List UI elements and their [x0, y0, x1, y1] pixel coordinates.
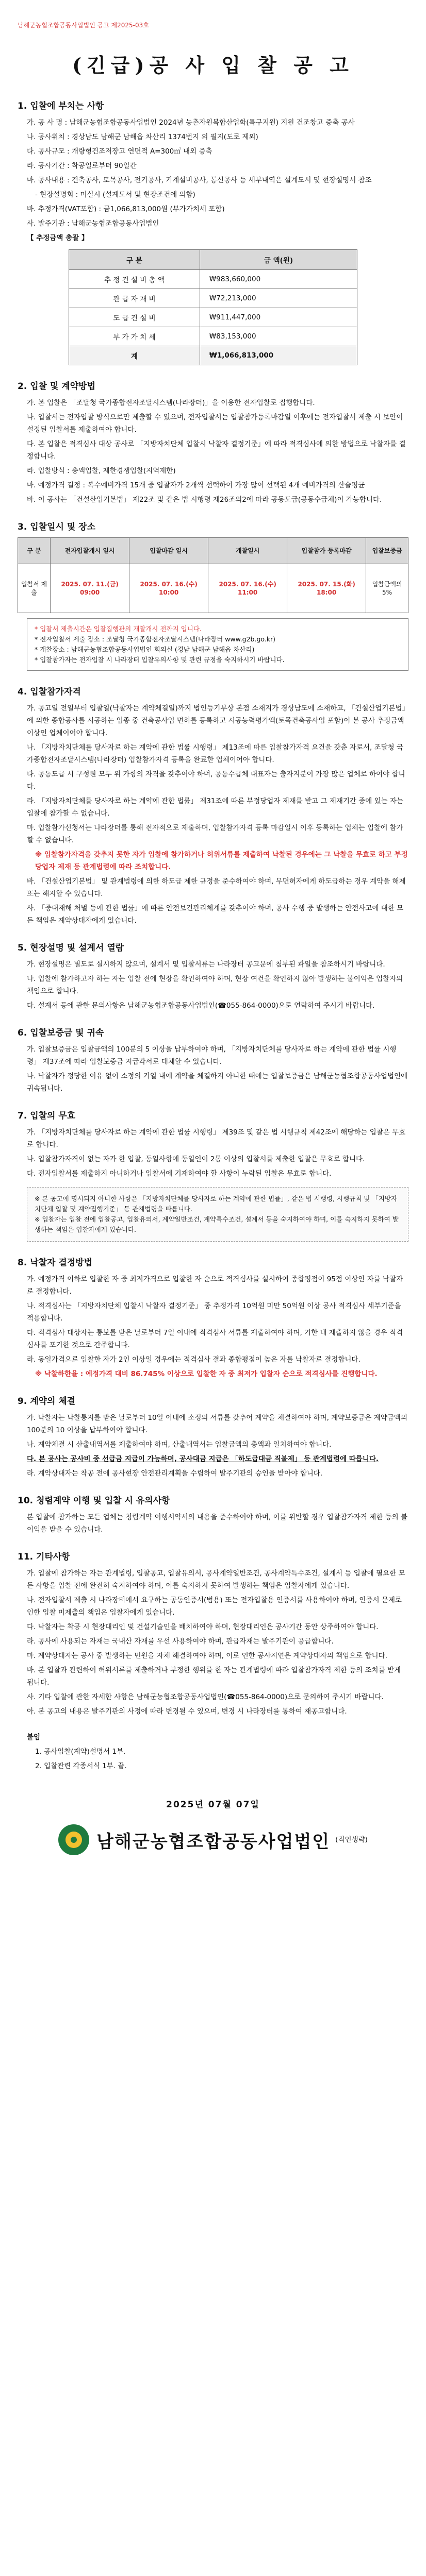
section-8 [18, 1255, 408, 1380]
table-cell: ₩83,153,000 [200, 327, 357, 346]
text-line: 나. 「지방자치단체를 당사자로 하는 계약에 관한 법률 시행령」 제13조에 따른 입찰참가자격 요건을 갖춘 자로서, 조달청 국가종합전자조달시스템(나라장터) 입찰참가자격 등록을 완료한 업체이어야 합니다. [27, 743, 404, 764]
attachments [18, 1731, 408, 1772]
text-line: 마. 입찰참가신청서는 나라장터를 통해 전자적으로 제출하며, 입찰참가자격 등록 마감일시 이후 등록하는 업체는 입찰에 참가할 수 없습니다. [27, 824, 403, 844]
section-heading: 2. 입찰 및 계약방법 [18, 381, 95, 392]
table-cell: ₩72,213,000 [200, 289, 357, 308]
text-line: 다. 전자입찰서를 제출하지 아니하거나 입찰서에 기재하여야 할 사항이 누락된 입찰은 무효로 합니다. [27, 1170, 332, 1178]
notice-box [27, 1187, 408, 1242]
issuer-footer [18, 1824, 408, 1855]
attachment-item: 2. 입찰관련 각종서식 1부. 끝. [35, 1762, 127, 1770]
text-line: 가. 본 입찰은 「조달청 국가종합전자조달시스템(나라장터)」을 이용한 전자입찰로 집행합니다. [27, 399, 315, 407]
section-6 [18, 1025, 408, 1095]
text-line: 다. 본 입찰은 적격심사 대상 공사로 「지방자치단체 입찰시 낙찰자 결정기준」에 따라 적격심사에 의한 방법으로 낙찰자를 결정합니다. [27, 440, 406, 461]
text-line: 나. 낙찰자가 정당한 이유 없이 소정의 기일 내에 계약을 체결하지 아니한 때에는 입찰보증금은 남해군농협조합공동사업법인에 귀속됩니다. [27, 1072, 408, 1093]
table-header: 구 분 [18, 538, 51, 564]
highlight-line: ※ 낙찰하한율 : 예정가격 대비 86.745% 이상으로 입찰한 자 중 최저가 입찰자 순으로 적격심사를 진행합니다. [35, 1370, 378, 1378]
table-row [69, 289, 357, 308]
section-heading: 5. 현장설명 및 설계서 열람 [18, 943, 124, 953]
text-line: 라. 「지방자치단체를 당사자로 하는 계약에 관한 법률」 제31조에 따른 부정당업자 제재를 받고 그 제재기간 중에 있는 자는 입찰에 참가할 수 없습니다. [27, 797, 404, 818]
section-heading: 9. 계약의 체결 [18, 1396, 76, 1406]
org-logo-icon [58, 1824, 89, 1855]
text-line: 나. 계약체결 시 산출내역서를 제출하여야 하며, 산출내역서는 입찰금액의 총액과 일치하여야 합니다. [27, 1440, 332, 1449]
text-line: 가. 입찰에 참가하는 자는 관계법령, 입찰공고, 입찰유의서, 공사계약일반조건, 공사계약특수조건, 설계서 등 입찰에 필요한 모든 사항을 입찰 전에 완전히 숙지하여야 하며, 이를 숙지하지 못하여 발생하는 책임은 입찰자에게 있습니다. [27, 1569, 405, 1590]
section-heading: 3. 입찰일시 및 장소 [18, 522, 95, 532]
schedule-notes [27, 618, 408, 671]
text-line: 본 입찰에 참가하는 모든 업체는 청렴계약 이행서약서의 내용을 준수하여야 하며, 이를 위반할 경우 입찰참가자격 제한 등의 불이익을 받을 수 있습니다. [27, 1513, 408, 1534]
notice-date: 2025년 07월 07일 [166, 1800, 260, 1810]
text-line: 나. 적격심사는 「지방자치단체 입찰시 낙찰자 결정기준」 중 추정가격 10억원 미만 50억원 이상 공사 적격심사 세부기준을 적용합니다. [27, 1302, 401, 1323]
text-line: 나. 입찰에 참가하고자 하는 자는 입찰 전에 현장을 확인하여야 하며, 현장 여건을 확인하지 않아 발생하는 불이익은 입찰자의 책임으로 합니다. [27, 975, 403, 995]
table-cell: ₩911,447,000 [200, 308, 357, 327]
table-header: 개찰일시 [208, 538, 287, 564]
text-line: 다. 공동도급 시 구성원 모두 위 가항의 자격을 갖추어야 하며, 공동수급체 대표자는 출자지분이 가장 많은 업체로 하여야 합니다. [27, 770, 405, 791]
table-header: 금 액(원) [200, 250, 357, 270]
text-line: 다. 공사규모 : 개량형건조저장고 연면적 A=300㎡ 내외 증축 [27, 147, 212, 156]
table-header: 입찰마감 일시 [129, 538, 208, 564]
table-cell: ₩983,660,000 [200, 270, 357, 289]
notice-number: 남해군농협조합공동사업법인 공고 제2025-03호 [18, 22, 149, 29]
highlight-line: ※ 입찰참가자격을 갖추지 못한 자가 입찰에 참가하거나 허위서류를 제출하여 낙찰된 경우에는 그 낙찰을 무효로 하고 부정당업자 제재 등 관계법령에 따라 조치합니다. [35, 851, 408, 871]
table-cell: 입찰금액의 5% [366, 564, 408, 613]
text-line: 아. 본 공고의 내용은 발주기관의 사정에 따라 변경될 수 있으며, 변경 시 나라장터를 통하여 재공고합니다. [27, 1707, 347, 1716]
org-name: 남해군농협조합공동사업법인 [96, 1831, 331, 1852]
table-cell: 부 가 가 치 세 [69, 327, 200, 346]
section-10 [18, 1493, 408, 1536]
section-5 [18, 940, 408, 1012]
section-1 [18, 98, 408, 365]
text-line: 라. 공사기간 : 착공일로부터 90일간 [27, 162, 137, 170]
text-line: 가. 「지방자치단체를 당사자로 하는 계약에 관한 법률 시행령」 제39조 및 같은 법 시행규칙 제42조에 해당하는 입찰은 무효로 합니다. [27, 1128, 406, 1149]
note-line: ※ 입찰자는 입찰 전에 입찰공고, 입찰유의서, 계약일반조건, 계약특수조건, 설계서 등을 숙지하여야 하며, 이를 숙지하지 못하여 발생하는 책임은 입찰자에게 있습니다. [35, 1215, 399, 1233]
section-3 [18, 519, 408, 671]
attachments-label: 붙임 [27, 1733, 41, 1741]
text-line: 가. 공 사 명 : 남해군농협조합공동사업법인 2024년 농촌자원복합산업화(특구지원) 지원 건조창고 증축 공사 [27, 118, 355, 127]
text-line: 사. 기타 입찰에 관한 자세한 사항은 남해군농협조합공동사업법인(☎055-864-0000)으로 문의하여 주시기 바랍니다. [27, 1693, 384, 1701]
emphasis-line: 다. 본 공사는 공사비 중 선급금 지급이 가능하며, 공사대금 지급은 「하도급대금 직불제」 등 관계법령에 따릅니다. [27, 1455, 379, 1463]
section-heading: 10. 청렴계약 이행 및 입찰 시 유의사항 [18, 1496, 170, 1506]
text-line: 라. 동일가격으로 입찰한 자가 2인 이상일 경우에는 적격심사 결과 종합평점이 높은 자를 낙찰자로 결정합니다. [27, 1355, 361, 1364]
text-line: 가. 입찰보증금은 입찰금액의 100분의 5 이상을 납부하여야 하며, 「지방자치단체를 당사자로 하는 계약에 관한 법률 시행령」 제37조에 따라 입찰보증금 지급각서로 대체할 수 있습니다. [27, 1045, 397, 1066]
note-line: * 입찰참가자는 전자입찰 시 나라장터 입찰유의사항 및 관련 규정을 숙지하시기 바랍니다. [35, 656, 285, 664]
section-9 [18, 1394, 408, 1480]
table-cell: 관 급 자 재 비 [69, 289, 200, 308]
attachment-item: 1. 공사입찰(계약)설명서 1부. [35, 1748, 126, 1756]
table-row [69, 308, 357, 327]
text-line: 다. 설계서 등에 관한 문의사항은 남해군농협조합공동사업법인(☎055-864-0000)으로 연락하여 주시기 바랍니다. [27, 1002, 375, 1010]
text-line: 마. 계약상대자는 공사 중 발생하는 민원을 자체 해결하여야 하며, 이로 인한 공사지연은 계약상대자의 책임으로 합니다. [27, 1652, 387, 1660]
section-2 [18, 379, 408, 506]
text-line: 라. 입찰방식 : 총액입찰, 제한경쟁입찰(지역제한) [27, 467, 176, 475]
table-cell: 계 [69, 346, 200, 365]
text-line: 가. 현장설명은 별도로 실시하지 않으며, 설계서 및 입찰서류는 나라장터 공고문에 첨부된 파일을 참조하시기 바랍니다. [27, 960, 385, 969]
text-line: 마. 예정가격 결정 : 복수예비가격 15개 중 입찰자가 2개씩 선택하여 가장 많이 선택된 4개 예비가격의 산술평균 [27, 481, 365, 489]
page-title: (긴급)공 사 입 찰 공 고 [72, 54, 354, 77]
text-line: 마. 공사내용 : 건축공사, 토목공사, 전기공사, 기계설비공사, 통신공사 등 세부내역은 설계도서 및 현장설명서 참조 [27, 176, 372, 184]
table-cell: ₩1,066,813,000 [200, 346, 357, 365]
table-row [18, 564, 408, 613]
text-line: 바. 추정가격(VAT포함) : 금1,066,813,000원 (부가가치세 포함) [27, 205, 225, 213]
table-header: 입찰보증금 [366, 538, 408, 564]
table-cell: 2025. 07. 11.(금) 09:00 [51, 564, 129, 613]
bottom-spacer [18, 1855, 408, 1876]
note-line: ※ 본 공고에 명시되지 아니한 사항은 「지방자치단체를 당사자로 하는 계약에 관한 법률」, 같은 법 시행령, 시행규칙 및 「지방자치단체 입찰 및 계약집행기준」 등 관계법령을 따릅니다. [35, 1195, 398, 1213]
section-4 [18, 684, 408, 927]
note-line: * 개찰장소 : 남해군농협조합공동사업법인 회의실 (경남 남해군 남해읍 차산리) [35, 646, 255, 653]
text-line: 바. 본 입찰과 관련하여 허위서류를 제출하거나 부정한 행위를 한 자는 관계법령에 따라 입찰참가자격 제한 등의 조치를 받게 됩니다. [27, 1666, 401, 1687]
note-line: * 입찰서 제출시간은 입찰집행관의 개찰개시 전까지 입니다. [35, 625, 202, 633]
text-line: 사. 「중대재해 처벌 등에 관한 법률」에 따른 안전보건관리체계를 갖추어야 하며, 공사 수행 중 발생하는 안전사고에 대한 모든 책임은 계약상대자에게 있습니다. [27, 904, 404, 925]
table-cell: 입찰서 제출 [18, 564, 51, 613]
note-line: * 전자입찰서 제출 장소 : 조달청 국가종합전자조달시스템(나라장터 www.g2b.go.kr) [35, 635, 276, 643]
section-7 [18, 1108, 408, 1242]
table-header: 전자입찰개시 일시 [51, 538, 129, 564]
table-header: 구 분 [69, 250, 200, 270]
table-cell: 도 급 건 설 비 [69, 308, 200, 327]
section-heading: 11. 기타사항 [18, 1552, 70, 1562]
text-line: 나. 입찰참가자격이 없는 자가 한 입찰, 동일사항에 동일인이 2통 이상의 입찰서를 제출한 입찰은 무효로 합니다. [27, 1155, 365, 1163]
text-line: 바. 「건설산업기본법」 및 관계법령에 의한 하도급 제한 규정을 준수하여야 하며, 무면허자에게 하도급하는 경우 계약을 해제 또는 해지할 수 있습니다. [27, 877, 406, 898]
section-heading: 1. 입찰에 부치는 사항 [18, 101, 104, 111]
table-cell: 추 정 건 설 비 총 액 [69, 270, 200, 289]
text-line: 라. 공사에 사용되는 자재는 국내산 자재를 우선 사용하여야 하며, 관급자재는 발주기관이 공급합니다. [27, 1637, 334, 1646]
text-line: 라. 계약상대자는 착공 전에 공사현장 안전관리계획을 수립하여 발주기관의 승인을 받아야 합니다. [27, 1469, 323, 1478]
table-header: 입찰참가 등록마감 [287, 538, 366, 564]
table-cell: 2025. 07. 16.(수) 10:00 [129, 564, 208, 613]
text-line: 사. 발주기관 : 남해군농협조합공동사업법인 [27, 219, 159, 228]
text-line: - 현장설명회 : 미실시 (설계도서 및 현장조건에 의함) [35, 191, 195, 199]
text-line: 나. 공사위치 : 경상남도 남해군 남해읍 차산리 1374번지 외 필지(도로 제외) [27, 133, 258, 141]
section-heading: 4. 입찰참가자격 [18, 687, 81, 697]
section-heading: 8. 낙찰자 결정방법 [18, 1258, 93, 1268]
text-line: 가. 예정가격 이하로 입찰한 자 중 최저가격으로 입찰한 자 순으로 적격심사를 실시하여 종합평점이 95점 이상인 자를 낙찰자로 결정합니다. [27, 1275, 403, 1296]
text-line: 나. 입찰서는 전자입찰 방식으로만 제출할 수 있으며, 전자입찰서는 입찰참가등록마감일 이후에는 전자입찰서 제출 시 보안이 설정된 입찰서를 제출하여야 합니다. [27, 413, 403, 434]
schedule-table [18, 537, 408, 613]
table-row [69, 327, 357, 346]
text-line: 다. 적격심사 대상자는 통보를 받은 날로부터 7일 이내에 적격심사 서류를 제출하여야 하며, 기한 내 제출하지 않을 경우 적격심사를 포기한 것으로 간주합니다. [27, 1329, 403, 1349]
seal-note: (직인생략) [335, 1836, 368, 1844]
budget-table [69, 249, 357, 365]
table-cell: 2025. 07. 15.(화) 18:00 [287, 564, 366, 613]
section-heading: 6. 입찰보증금 및 귀속 [18, 1028, 104, 1038]
text-line: 나. 전자입찰서 제출 시 나라장터에서 요구하는 공동인증서(범용) 또는 전자입찰용 인증서를 사용하여야 하며, 인증서 문제로 인한 입찰 미제출의 책임은 입찰자에게 있습니다. [27, 1596, 402, 1617]
table-row-total [69, 346, 357, 365]
text-line: 가. 낙찰자는 낙찰통지를 받은 날로부터 10일 이내에 소정의 서류를 갖추어 계약을 체결하여야 하며, 계약보증금은 계약금액의 100분의 10 이상을 납부하여야 합니다. [27, 1414, 407, 1434]
budget-caption: 【 추정금액 총괄 】 [27, 234, 89, 242]
text-line: 바. 이 공사는 「건설산업기본법」 제22조 및 같은 법 시행령 제26조의2에 따라 공동도급(공동수급체)이 가능합니다. [27, 496, 382, 504]
text-line: 다. 낙찰자는 착공 시 현장대리인 및 건설기술인을 배치하여야 하며, 현장대리인은 공사기간 동안 상주하여야 합니다. [27, 1623, 379, 1631]
section-heading: 7. 입찰의 무효 [18, 1111, 76, 1121]
section-11 [18, 1549, 408, 1718]
text-line: 가. 공고일 전일부터 입찰일(낙찰자는 계약체결일)까지 법인등기부상 본점 소재지가 경상남도에 소재하고, 「건설산업기본법」에 의한 종합공사를 시공하는 업종 중 건축공사업 면허를 등록하고 시공능력평가액(토목건축공사업 포함)이 본 공사 추정금액 이상인 업체이어야 합니다. [27, 704, 406, 737]
table-cell: 2025. 07. 16.(수) 11:00 [208, 564, 287, 613]
table-row [69, 270, 357, 289]
